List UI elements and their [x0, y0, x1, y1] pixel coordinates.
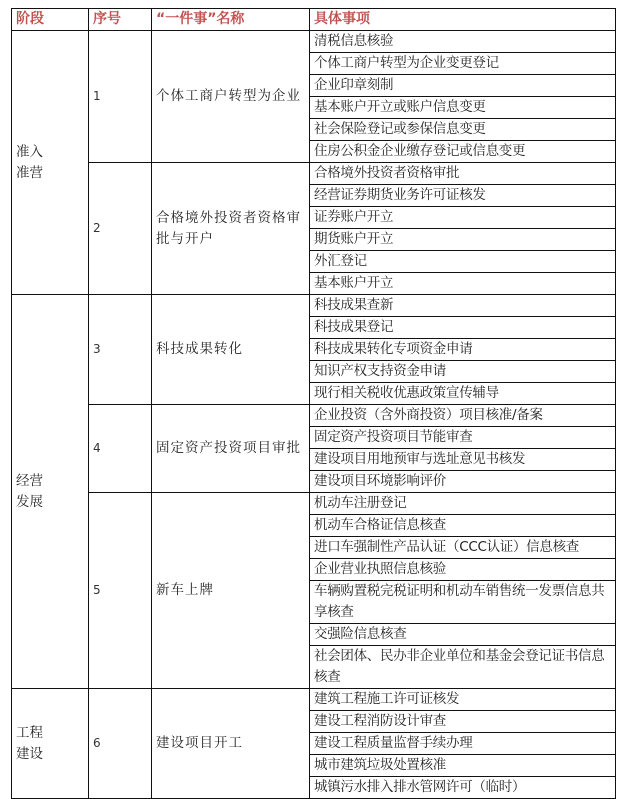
group-number: 2	[89, 163, 152, 295]
group-name: 合格境外投资者资格审批与开户	[152, 163, 310, 295]
item-cell: 住房公积金企业缴存登记或信息变更	[310, 141, 616, 163]
table-row	[12, 689, 616, 711]
header-items: 具体事项	[310, 9, 616, 31]
stage-label-line1: 经营	[16, 472, 43, 489]
table-header-row	[12, 9, 616, 31]
item-cell: 科技成果转化专项资金申请	[310, 339, 616, 361]
item-cell: 外汇登记	[310, 251, 616, 273]
item-cell: 合格境外投资者资格审批	[310, 163, 616, 185]
group-name: 科技成果转化	[152, 295, 310, 405]
table-row	[12, 31, 616, 53]
stage-cell	[12, 31, 89, 295]
item-cell: 科技成果查新	[310, 295, 616, 317]
item-cell: 机动车合格证信息核查	[310, 515, 616, 537]
item-cell: 机动车注册登记	[310, 493, 616, 515]
header-name: “一件事”名称	[152, 9, 310, 31]
item-cell: 社会团体、民办非企业单位和基金会登记证书信息核查	[310, 646, 616, 689]
group-name: 固定资产投资项目审批	[152, 405, 310, 493]
table-row	[12, 163, 616, 185]
table-row	[12, 295, 616, 317]
item-cell: 固定资产投资项目节能审查	[310, 427, 616, 449]
item-cell: 建筑工程施工许可证核发	[310, 689, 616, 711]
item-cell: 建设项目环境影响评价	[310, 471, 616, 493]
item-cell: 企业投资（含外商投资）项目核准/备案	[310, 405, 616, 427]
item-cell: 建设工程质量监督手续办理	[310, 733, 616, 755]
item-cell: 企业印章刻制	[310, 75, 616, 97]
stage-label-line1: 准入	[16, 143, 43, 160]
item-cell: 车辆购置税完税证明和机动车销售统一发票信息共享核查	[310, 581, 616, 624]
item-cell: 个体工商户转型为企业变更登记	[310, 53, 616, 75]
group-name: 建设项目开工	[152, 689, 310, 799]
group-name: 新车上牌	[152, 493, 310, 689]
header-number: 序号	[89, 9, 152, 31]
item-cell: 城市建筑垃圾处置核准	[310, 755, 616, 777]
item-cell: 科技成果登记	[310, 317, 616, 339]
item-cell: 建设项目用地预审与选址意见书核发	[310, 449, 616, 471]
item-cell: 城镇污水排入排水管网许可（临时）	[310, 777, 616, 799]
stage-label-line2: 发展	[16, 493, 43, 510]
header-stage: 阶段	[12, 9, 89, 31]
stage-label-line1: 工程	[16, 724, 43, 741]
item-cell: 期货账户开立	[310, 229, 616, 251]
item-cell: 现行相关税收优惠政策宣传辅导	[310, 383, 616, 405]
group-name: 个体工商户转型为企业	[152, 31, 310, 163]
item-cell: 企业营业执照信息核验	[310, 559, 616, 581]
table-row	[12, 405, 616, 427]
item-cell: 基本账户开立	[310, 273, 616, 295]
item-cell: 知识产权支持资金申请	[310, 361, 616, 383]
item-cell: 社会保险登记或参保信息变更	[310, 119, 616, 141]
table-row	[12, 493, 616, 515]
stage-label-line2: 准营	[16, 164, 43, 181]
group-number: 6	[89, 689, 152, 799]
item-cell: 基本账户开立或账户信息变更	[310, 97, 616, 119]
group-number: 3	[89, 295, 152, 405]
item-cell: 建设工程消防设计审查	[310, 711, 616, 733]
stage-label-line2: 建设	[16, 745, 43, 762]
stage-cell	[12, 689, 89, 799]
item-cell: 交强险信息核查	[310, 624, 616, 646]
group-number: 4	[89, 405, 152, 493]
item-cell: 证券账户开立	[310, 207, 616, 229]
item-cell: 清税信息核验	[310, 31, 616, 53]
group-number: 1	[89, 31, 152, 163]
item-cell: 经营证券期货业务许可证核发	[310, 185, 616, 207]
stage-cell	[12, 295, 89, 689]
group-number: 5	[89, 493, 152, 689]
one-thing-services-table	[11, 8, 616, 799]
item-cell: 进口车强制性产品认证（CCC认证）信息核查	[310, 537, 616, 559]
